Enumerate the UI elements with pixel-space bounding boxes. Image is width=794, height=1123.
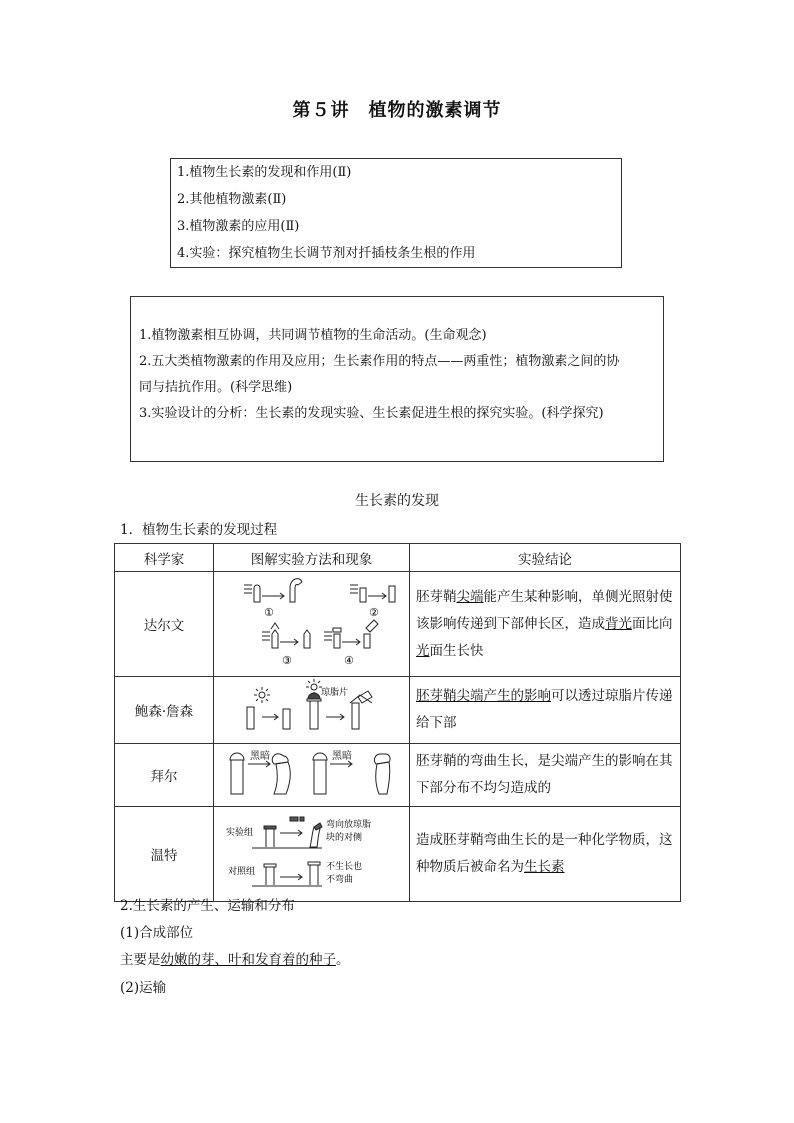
objective-item: 3.植物激素的应用(Ⅱ) (177, 219, 300, 234)
objective-item: 1.植物生长素的发现和作用(Ⅱ) (177, 165, 352, 180)
objective-item: 4.实验：探究植物生长调节剂对扦插枝条生根的作用 (177, 246, 476, 261)
conclusion-underline: 尖端 (456, 588, 484, 605)
conclusion-text: 面生长快 (429, 642, 484, 659)
item-text-underline: 幼嫩的芽、叶和发育着的种子 (160, 952, 336, 968)
diagram-label: 块的对侧 (326, 833, 363, 843)
scientist-name: 鲍森·詹森 (115, 677, 214, 744)
item-heading: (1)合成部位 (120, 925, 194, 941)
conclusion-text: 面比向 (632, 615, 673, 632)
literacy-item: 3.实验设计的分析：生长素的发现实验、生长素促进生根的探究实验。(科学探究) (139, 406, 604, 421)
discovery-table (114, 543, 681, 902)
page-title: 第５讲 植物的激素调节 (292, 100, 502, 121)
item-text-plain: 。 (336, 952, 350, 968)
table-row (115, 572, 681, 677)
diagram-label: 弯向放琼脂 (326, 820, 372, 830)
item-heading: (2)运输 (120, 980, 167, 996)
conclusion-cell (410, 677, 681, 744)
subsection-heading: 2.生长素的产生、运输和分布 (120, 898, 295, 914)
conclusion-text: 胚芽鞘 (416, 588, 457, 605)
scientist-name: 达尔文 (115, 572, 214, 677)
diagram-label: ③ (282, 654, 292, 667)
conclusion-underline: 生长素 (524, 859, 565, 875)
literacy-box (130, 296, 664, 462)
objective-item: 2.其他植物激素(Ⅱ) (177, 192, 287, 207)
diagram-label: 对照组 (228, 867, 256, 877)
paal-diagram (214, 744, 410, 807)
literacy-item: 同与拮抗作用。(科学思维) (139, 380, 293, 395)
darwin-experiment-figure (214, 572, 409, 672)
subsection-heading: 1．植物生长素的发现过程 (120, 522, 278, 538)
diagram-label: ① (264, 606, 274, 619)
table-header: 科学家 (115, 544, 214, 572)
conclusion-underline: 背光 (605, 615, 632, 632)
conclusion-underline: 胚芽鞘尖端产生的影响 (416, 688, 551, 704)
conclusion-text: 能产生某种影响，单侧光照射使该影响传递到下部伸长区，造成 (416, 588, 673, 632)
section-title: 生长素的发现 (355, 493, 439, 509)
conclusion-text: 造成胚芽鞘弯曲生长的是一种化学物质，这种物质后被命名为 (416, 832, 673, 875)
item-text-plain: 主要是 (120, 952, 161, 968)
diagram-label: ④ (344, 654, 354, 667)
objectives-box (170, 158, 622, 268)
table-row (115, 677, 681, 744)
conclusion-cell (410, 572, 681, 677)
paal-experiment-figure (214, 744, 409, 802)
diagram-label: 不弯曲 (326, 875, 354, 885)
table-row (115, 807, 681, 902)
went-experiment-figure (214, 807, 409, 897)
table-row (115, 744, 681, 807)
literacy-item: 1.植物激素相互协调，共同调节植物的生命活动。(生命观念) (139, 328, 487, 343)
boysen-jensen-diagram (214, 677, 410, 744)
conclusion-cell (410, 807, 681, 902)
scientist-name: 温特 (115, 807, 214, 902)
diagram-label: 黑暗 (250, 751, 270, 762)
conclusion-underline: 光 (416, 642, 430, 659)
diagram-label: 不生长也 (326, 862, 363, 872)
went-diagram (214, 807, 410, 902)
table-header: 图解实验方法和现象 (214, 544, 410, 572)
diagram-label: 黑暗 (332, 751, 352, 762)
table-header: 实验结论 (410, 544, 681, 572)
conclusion-cell: 胚芽鞘的弯曲生长，是尖端产生的影响在其下部分布不均匀造成的 (410, 744, 681, 807)
diagram-label: ② (369, 606, 379, 619)
item-text (120, 948, 350, 968)
scientist-name: 拜尔 (115, 744, 214, 807)
darwin-diagram (214, 572, 410, 677)
boysen-jensen-experiment-figure (214, 677, 409, 739)
literacy-item: 2.五大类植物激素的作用及应用；生长素作用的特点——两重性；植物激素之间的协 (139, 354, 620, 369)
diagram-label: 琼脂片 (321, 688, 349, 698)
diagram-label: 实验组 (226, 828, 254, 838)
conclusion-text: 可以透过琼脂片传递给下部 (416, 688, 673, 731)
